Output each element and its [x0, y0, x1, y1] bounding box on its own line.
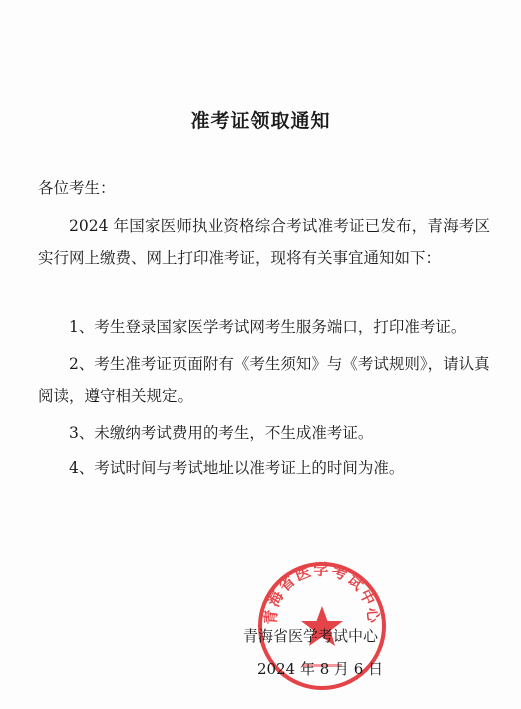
notice-item-4: 4、考试时间与考试地址以准考证上的时间为准。 [69, 459, 405, 477]
document-title: 准考证领取通知 [190, 110, 331, 132]
signature-date: 2024 年 8 月 6 日 [257, 660, 384, 678]
salutation: 各位考生： [38, 179, 116, 197]
notice-item-1: 1、考生登录国家医学考试网考生服务端口，打印准考证。 [69, 318, 467, 336]
notice-item-3: 3、未缴纳考试费用的考生，不生成准考证。 [69, 424, 374, 442]
notice-item-2: 2、考生准考证页面附有《考生须知》与《考试规则》，请认真阅读，遵守相关规定。 [38, 355, 490, 405]
seal-text: 青海省医学考试中心 [261, 560, 383, 626]
signature-organization: 青海省医学考试中心 [243, 627, 379, 645]
intro-paragraph: 2024 年国家医师执业资格综合考试准考证已发布，青海考区实行网上缴费、网上打印准考证，现将有关事宜通知如下： [38, 217, 490, 267]
